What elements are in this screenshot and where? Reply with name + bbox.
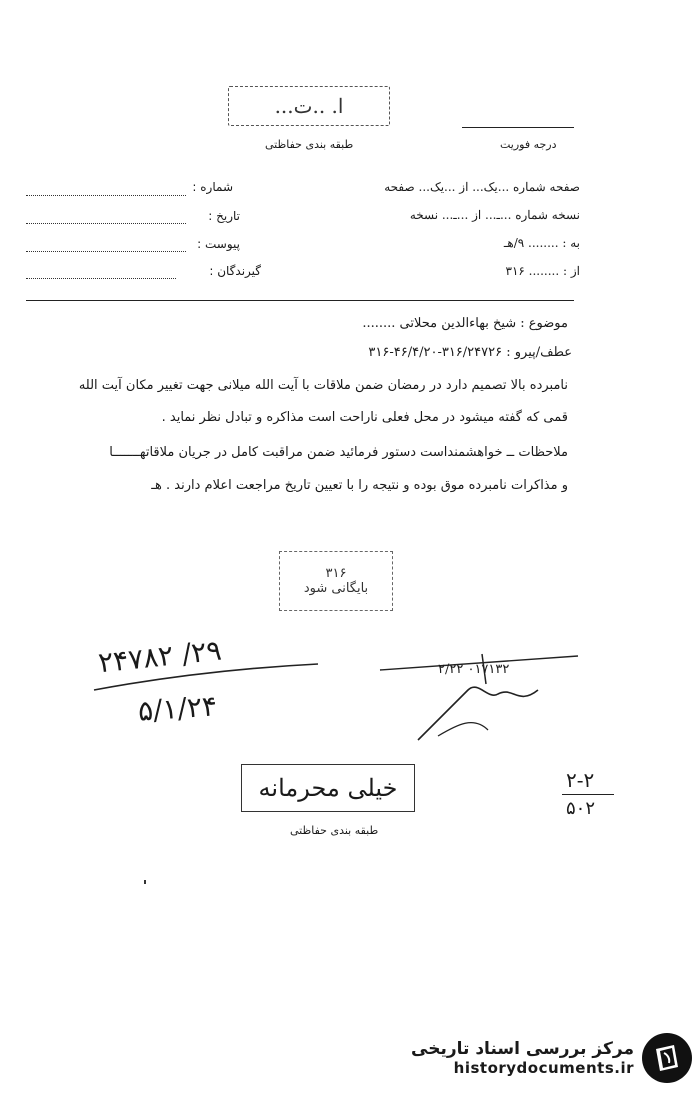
copy-number-row: نسخه شماره ...ـ... از ...ـ... نسخه bbox=[409, 208, 580, 222]
watermark-en: historydocuments.ir bbox=[453, 1059, 634, 1077]
reference-line: عطف/پیرو : ۳۱۶/۲۴۷۲۶-۴۶/۴/۲۰-۳۱۶ bbox=[368, 345, 572, 360]
date-dotted-line bbox=[26, 222, 186, 224]
archive-stamp-number: ۳۱۶ bbox=[325, 566, 347, 581]
subject-line: موضوع : شیخ بهاءالدین محلاتی ........ bbox=[362, 316, 568, 331]
handwritten-number-2: ۵/۱/۲۴ bbox=[136, 689, 219, 728]
recipients-label: گیرندگان : bbox=[209, 264, 261, 278]
priority-label: درجه فوریت bbox=[500, 138, 557, 151]
priority-line bbox=[462, 127, 574, 128]
top-classification-stamp: ا. ..ت... bbox=[228, 86, 390, 126]
body-line-2: قمی که گفته میشود در محل فعلی ناراحت است مذاکره و تبادل نظر نماید . bbox=[161, 410, 568, 425]
watermark-text bbox=[411, 1039, 634, 1077]
archive-stamp bbox=[279, 551, 393, 611]
classification-label-top: طبقه بندی حفاظتی bbox=[265, 138, 354, 151]
header-separator bbox=[26, 300, 574, 301]
archive-stamp-text: بایگانی شود bbox=[303, 581, 369, 596]
body-line-4: و مذاکرات نامبرده موق بوده و نتیجه را با تعیین تاریخ مراجعت اعلام دارند . هـ bbox=[151, 478, 568, 493]
number-dotted-line bbox=[26, 194, 186, 196]
document-logo-icon bbox=[642, 1033, 692, 1083]
watermark bbox=[411, 1033, 692, 1083]
side-code-divider bbox=[562, 794, 614, 795]
very-confidential-stamp: خیلی محرمانه bbox=[241, 764, 415, 812]
from-row: از : ........ ۳۱۶ bbox=[505, 264, 580, 278]
ink-dot bbox=[144, 880, 146, 884]
attachment-label: پیوست : bbox=[197, 237, 240, 251]
attachment-dotted-line bbox=[26, 250, 186, 252]
body-line-3: ملاحظات ــ خواهشمنداست دستور فرمائید ضمن مراقبت کامل در جریان ملاقاتهـــــــا bbox=[109, 445, 568, 460]
classification-label-bottom: طبقه بندی حفاظتی bbox=[290, 824, 379, 837]
to-row: به : ........ ۹/هـ bbox=[503, 236, 580, 250]
page-number-row: صفحه شماره ...یک... از ...یک... صفحه bbox=[384, 180, 580, 194]
handwritten-note: ۲/۲۲ ۰۱۷۱۳۲ bbox=[438, 662, 510, 677]
date-label: تاریخ : bbox=[208, 209, 240, 223]
watermark-fa: مرکز بررسی اسناد تاریخی bbox=[411, 1039, 634, 1059]
handwritten-number-1: ۲۹/ ۲۴۷۸۲ bbox=[96, 633, 224, 680]
side-code-2: ۵۰۲ bbox=[566, 798, 596, 819]
body-line-1: نامبرده بالا تصمیم دارد در رمضان ضمن ملاقات با آیت الله میلانی جهت تغییر مکان آیت الله bbox=[78, 378, 568, 393]
side-code-1: ۲-۲ bbox=[566, 768, 595, 792]
number-label: شماره : bbox=[192, 180, 233, 194]
recipients-dotted-line bbox=[26, 277, 176, 279]
